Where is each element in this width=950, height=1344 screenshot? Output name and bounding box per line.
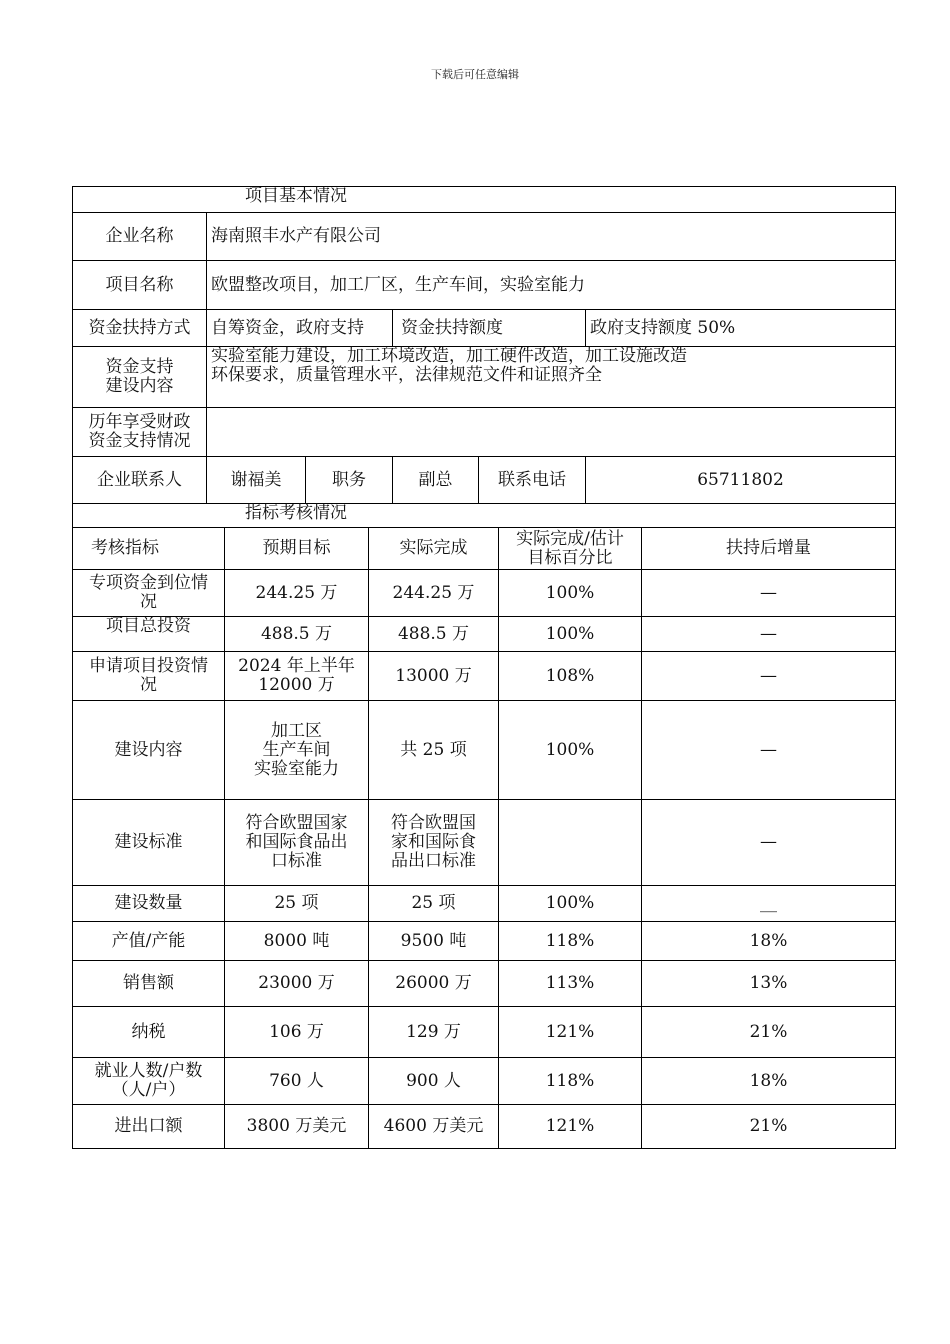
row-increment: 21% [642, 1007, 896, 1058]
header-expected: 预期目标 [225, 528, 369, 570]
project-name-label: 项目名称 [73, 261, 207, 310]
row-increment: — [642, 570, 896, 617]
row-actual: 900 人 [369, 1058, 499, 1105]
row-expected: 244.25 万 [225, 570, 369, 617]
row-increment: — [642, 617, 896, 652]
company-name-value: 海南照丰水产有限公司 [207, 213, 896, 261]
row-percent: 113% [499, 961, 642, 1007]
row-percent: 121% [499, 1007, 642, 1058]
table-row [73, 922, 896, 961]
row-expected: 25 项 [225, 886, 369, 922]
fund-amount-value: 政府支持额度 50% [586, 310, 896, 347]
row-increment: — [642, 701, 896, 800]
row-increment: — [642, 800, 896, 886]
header-actual: 实际完成 [369, 528, 499, 570]
row-percent: 121% [499, 1105, 642, 1149]
header-increment: 扶持后增量 [642, 528, 896, 570]
row-increment: 13% [642, 961, 896, 1007]
row-indicator: 专项资金到位情 况 [73, 570, 225, 617]
row-actual: 488.5 万 [369, 617, 499, 652]
row-indicator: 建设数量 [73, 886, 225, 922]
header-percent: 实际完成/估计 目标百分比 [499, 528, 642, 570]
row-indicator: 申请项目投资情 况 [73, 652, 225, 701]
row-percent: 100% [499, 886, 642, 922]
table-row [73, 886, 896, 922]
fund-content-value: 实验室能力建设，加工环境改造，加工硬件改造，加工设施改造 环保要求，质量管理水平，法律规范文件和证照齐全 [207, 347, 896, 408]
row-expected: 加工区 生产车间 实验室能力 [225, 701, 369, 800]
row-actual: 244.25 万 [369, 570, 499, 617]
row-increment: 18% [642, 1058, 896, 1105]
row-indicator: 纳税 [73, 1007, 225, 1058]
table-row [73, 1105, 896, 1149]
row-expected: 3800 万美元 [225, 1105, 369, 1149]
row-actual: 共 25 项 [369, 701, 499, 800]
table-row [73, 961, 896, 1007]
indicator-header-row [73, 528, 896, 570]
row-indicator: 建设内容 [73, 701, 225, 800]
row-indicator: 就业人数/户数 （人/户） [73, 1058, 225, 1105]
row-actual: 26000 万 [369, 961, 499, 1007]
row-indicator: 建设标准 [73, 800, 225, 886]
row-expected: 符合欧盟国家 和国际食品出 口标准 [225, 800, 369, 886]
contact-label: 企业联系人 [73, 457, 207, 504]
row-indicator: 产值/产能 [73, 922, 225, 961]
header-indicator: 考核指标 [73, 528, 225, 570]
position-label: 职务 [306, 457, 393, 504]
row-percent: 100% [499, 701, 642, 800]
section-title-basic: 项目基本情况 [73, 187, 896, 213]
row-increment: __ [642, 886, 896, 922]
row-actual: 9500 吨 [369, 922, 499, 961]
row-expected: 23000 万 [225, 961, 369, 1007]
row-indicator: 销售额 [73, 961, 225, 1007]
table-row [73, 701, 896, 800]
project-name-value: 欧盟整改项目，加工厂区，生产车间，实验室能力 [207, 261, 896, 310]
phone-value: 65711802 [586, 457, 896, 504]
table-row [73, 617, 896, 652]
row-actual: 25 项 [369, 886, 499, 922]
history-support-label: 历年享受财政 资金支持情况 [73, 408, 207, 457]
row-expected: 760 人 [225, 1058, 369, 1105]
row-expected: 488.5 万 [225, 617, 369, 652]
row-percent: 100% [499, 617, 642, 652]
row-increment: 18% [642, 922, 896, 961]
row-percent: 108% [499, 652, 642, 701]
row-percent: 118% [499, 922, 642, 961]
row-actual: 13000 万 [369, 652, 499, 701]
fund-mode-value: 自筹资金，政府支持 [207, 310, 393, 347]
row-expected: 106 万 [225, 1007, 369, 1058]
table-row [73, 800, 896, 886]
fund-content-label: 资金支持 建设内容 [73, 347, 207, 408]
row-indicator: 进出口额 [73, 1105, 225, 1149]
table-row [73, 652, 896, 701]
table-row [73, 570, 896, 617]
row-actual: 4600 万美元 [369, 1105, 499, 1149]
history-support-value [207, 408, 896, 457]
table-row [73, 1058, 896, 1105]
position-value: 副总 [393, 457, 479, 504]
row-percent: 118% [499, 1058, 642, 1105]
indicator-table [72, 503, 896, 1149]
fund-mode-label: 资金扶持方式 [73, 310, 207, 347]
row-actual: 符合欧盟国 家和国际食 品出口标准 [369, 800, 499, 886]
company-name-label: 企业名称 [73, 213, 207, 261]
row-percent: 100% [499, 570, 642, 617]
row-expected: 2024 年上半年 12000 万 [225, 652, 369, 701]
table-row [73, 1007, 896, 1058]
fund-amount-label: 资金扶持额度 [393, 310, 586, 347]
row-expected: 8000 吨 [225, 922, 369, 961]
row-increment: — [642, 652, 896, 701]
row-indicator: 项目总投资 [73, 617, 225, 652]
page-header-note: 下载后可任意编辑 [431, 68, 519, 81]
row-actual: 129 万 [369, 1007, 499, 1058]
contact-name: 谢福美 [207, 457, 306, 504]
phone-label: 联系电话 [479, 457, 586, 504]
row-increment: 21% [642, 1105, 896, 1149]
project-basic-table [72, 186, 896, 504]
section-title-indicators: 指标考核情况 [73, 504, 896, 528]
row-percent [499, 800, 642, 886]
